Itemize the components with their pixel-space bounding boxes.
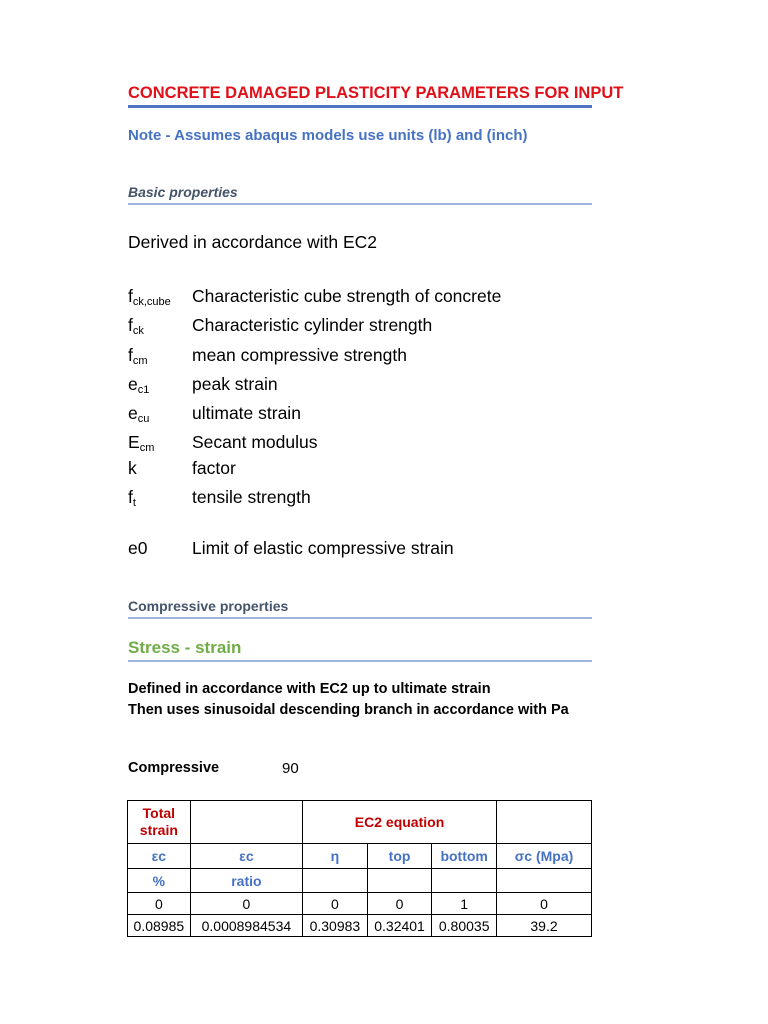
total-strain-header: Total strain	[128, 801, 191, 844]
property-symbol-base: k	[128, 458, 137, 478]
table-cell: 0	[367, 893, 432, 915]
property-description: factor	[192, 458, 236, 478]
table-cell: 0	[303, 893, 368, 915]
stress-strain-heading: Stress - strain	[128, 638, 242, 657]
table-unit-cell: %	[128, 869, 191, 893]
property-symbol-subscript: cm	[132, 355, 148, 367]
table-symbol-cell: εc	[128, 844, 191, 869]
property-symbol-subscript: cm	[139, 442, 155, 454]
table-symbol-cell: bottom	[432, 844, 497, 869]
table-unit-cell	[367, 869, 432, 893]
table-unit-row	[128, 869, 592, 893]
table-unit-cell: ratio	[190, 869, 302, 893]
property-symbol-subscript: ck,cube	[132, 296, 171, 308]
basic-properties-rule	[128, 203, 592, 205]
table-cell: 0.0008984534	[190, 915, 302, 937]
table-row	[128, 893, 592, 915]
table-cell: 0.32401	[367, 915, 432, 937]
table-symbol-cell: top	[367, 844, 432, 869]
table-header-row	[128, 801, 592, 844]
property-symbol	[128, 432, 154, 454]
property-symbol-base: e0	[128, 538, 148, 558]
page-title: CONCRETE DAMAGED PLASTICITY PARAMETERS FOR INPUT	[128, 84, 624, 102]
property-description: Limit of elastic compressive strain	[192, 538, 454, 558]
property-symbol	[128, 487, 136, 509]
table-symbol-cell: εc	[190, 844, 302, 869]
stress-strain-rule	[128, 660, 592, 662]
property-symbol	[128, 374, 149, 396]
table-unit-cell	[497, 869, 592, 893]
table-cell: 39.2	[497, 915, 592, 937]
property-description: tensile strength	[192, 487, 311, 507]
property-symbol	[128, 315, 144, 337]
table-cell	[190, 801, 302, 844]
property-symbol-base: f	[128, 315, 133, 335]
property-symbol-base: e	[128, 374, 138, 394]
compressive-properties-rule	[128, 617, 592, 619]
property-symbol-subscript: cu	[137, 413, 150, 425]
table-symbol-row	[128, 844, 592, 869]
table-symbol-cell: σc (Mpa)	[497, 844, 592, 869]
table-row	[128, 915, 592, 937]
property-symbol-subscript: t	[132, 497, 136, 509]
basic-properties-heading: Basic properties	[128, 184, 238, 200]
table-unit-cell	[432, 869, 497, 893]
table-cell: 0	[190, 893, 302, 915]
table-cell: 0.30983	[303, 915, 368, 937]
table-cell: 0	[128, 893, 191, 915]
property-description: Secant modulus	[192, 432, 318, 452]
property-description: Characteristic cylinder strength	[192, 315, 433, 335]
property-symbol	[128, 345, 148, 367]
stress-strain-table	[127, 800, 592, 937]
property-description: Characteristic cube strength of concrete	[192, 286, 502, 306]
compressive-strength-label: Compressive	[128, 760, 220, 776]
compressive-strength-value: 90	[282, 760, 299, 777]
table-unit-cell	[303, 869, 368, 893]
derived-text: Derived in accordance with EC2	[128, 232, 378, 252]
property-symbol-base: f	[128, 487, 133, 507]
property-description: mean compressive strength	[192, 345, 407, 365]
table-cell: 0	[497, 893, 592, 915]
definition-line-1: Defined in accordance with EC2 up to ultimate strain	[128, 681, 491, 697]
property-symbol-subscript: ck	[132, 325, 144, 337]
compressive-properties-heading: Compressive properties	[128, 598, 289, 614]
property-symbol-base: f	[128, 286, 133, 306]
definition-line-2: Then uses sinusoidal descending branch in accordance with Pa	[128, 702, 569, 718]
property-symbol	[128, 403, 149, 425]
title-underline	[128, 105, 592, 108]
table-cell	[497, 801, 592, 844]
table-cell: 0.80035	[432, 915, 497, 937]
property-symbol-base: E	[128, 432, 140, 452]
units-note: Note - Assumes abaqus models use units (lb) and (inch)	[128, 127, 528, 144]
property-symbol	[128, 538, 147, 559]
table-cell: 1	[432, 893, 497, 915]
property-description: peak strain	[192, 374, 278, 394]
table-cell: 0.08985	[128, 915, 191, 937]
table-symbol-cell: η	[303, 844, 368, 869]
property-description: ultimate strain	[192, 403, 301, 423]
property-symbol-base: f	[128, 345, 133, 365]
property-symbol-base: e	[128, 403, 138, 423]
property-symbol-subscript: c1	[137, 384, 150, 396]
ec2-equation-header: EC2 equation	[303, 801, 497, 844]
property-symbol	[128, 458, 137, 479]
property-symbol	[128, 286, 171, 308]
